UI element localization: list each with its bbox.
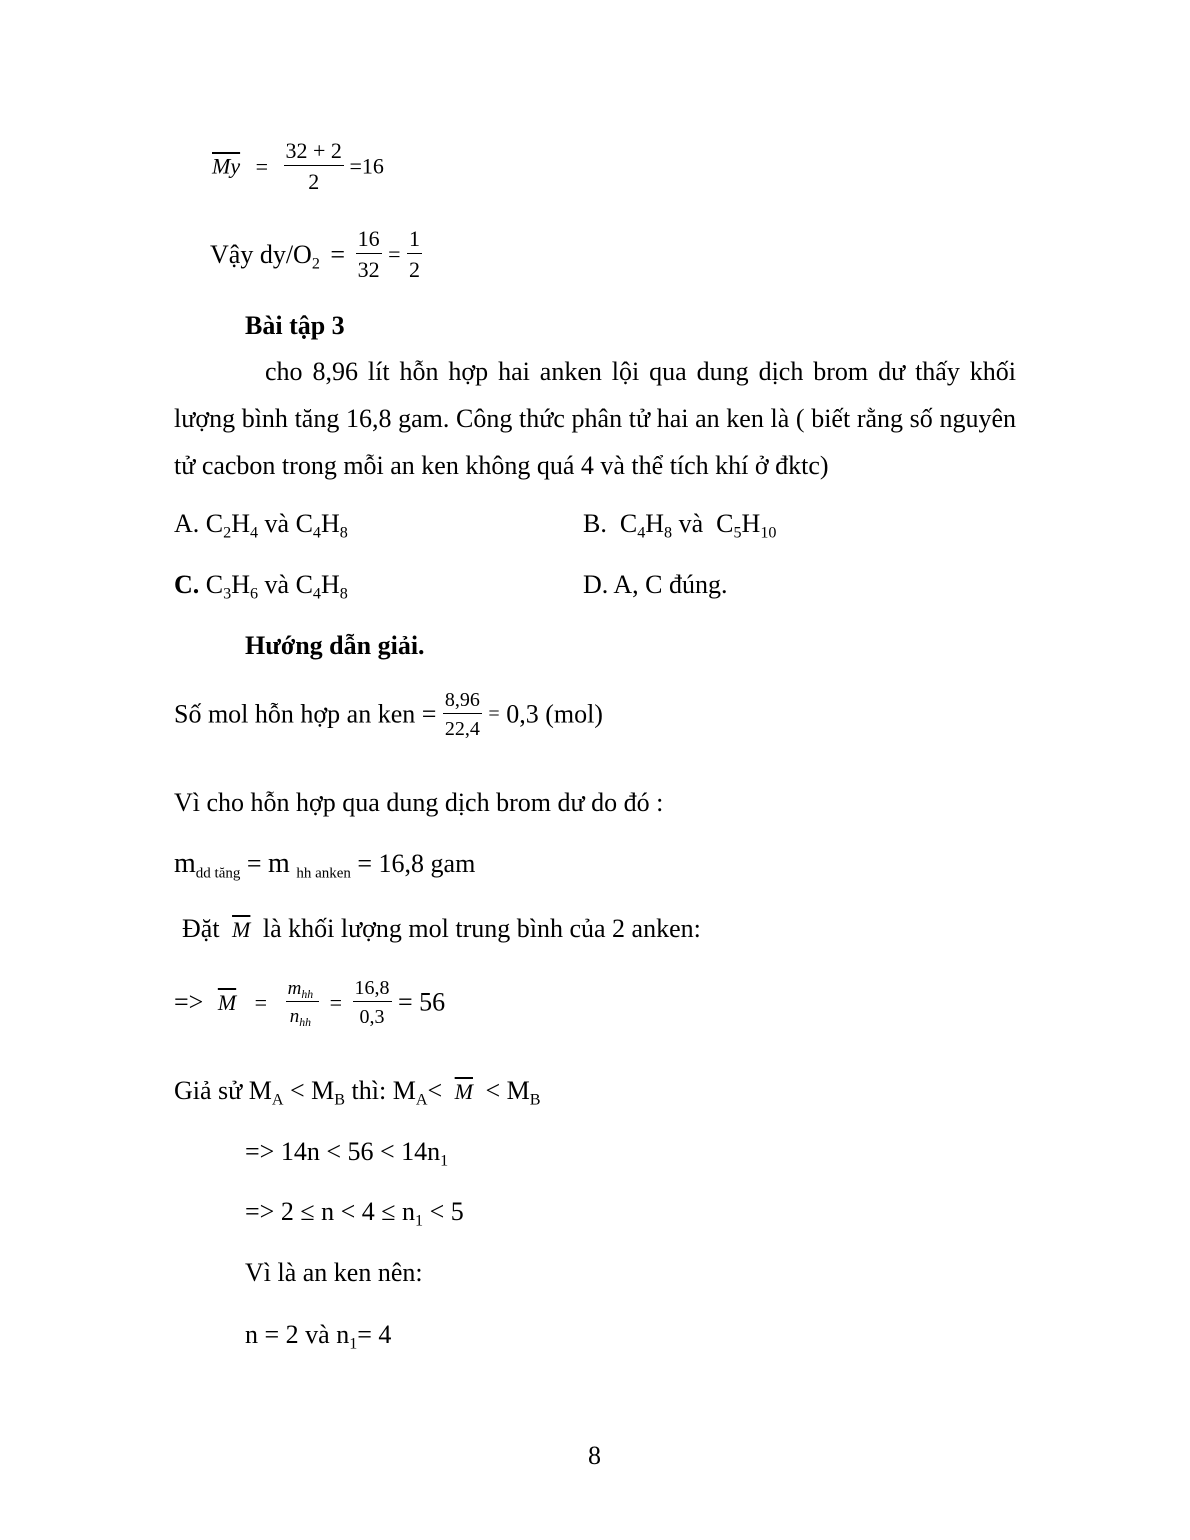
- ratio-equation: [210, 228, 422, 281]
- since-line: Vì là an ken nên:: [245, 1258, 423, 1287]
- final-answer-line: n = 2 và $n_1= 4$: [245, 1320, 392, 1353]
- m-bar-symbol: $\overline{M}$: [232, 917, 251, 942]
- page-number: 8: [588, 1441, 601, 1470]
- my-symbol: $\overline{My}$: [212, 153, 241, 179]
- suppose-line: Giả sử $M_A < M_B$ thì: $M_A< \overline{M} < M_B$: [174, 1076, 541, 1109]
- my-denominator: 2: [308, 169, 320, 194]
- define-m-line: Đặt $\overline{M}$ là khối lượng mol trung bình của 2 anken:: [182, 914, 701, 943]
- option-b: B. $C_4H_8$ và $C_5H_{10}$: [583, 509, 777, 542]
- inequality-2: => $2 \le n < 4 \le n_1 < 5$: [245, 1197, 464, 1230]
- option-c: C. $C_3H_6$ và $C_4H_8$: [174, 570, 348, 603]
- mass-line: $m_{dd tăng} = m$ $_{hh anken}$ = 16,8 gam: [174, 848, 476, 882]
- mass-over-mole-fraction: $\frac{m_{hh}}{n_{hh}}$: [286, 979, 320, 1026]
- option-d: D. A, C đúng.: [583, 570, 728, 599]
- value-fraction: $\frac{16,8}{0,3}$: [354, 977, 390, 1028]
- equals-sign: =: [255, 153, 269, 179]
- solution-heading: Hướng dẫn giải.: [245, 631, 425, 660]
- my-fraction: [284, 140, 344, 193]
- solution-line-2: Vì cho hỗn hợp qua dung dịch brom dư do đó :: [174, 788, 664, 817]
- mol-fraction: $\frac{8,96}{22,4}$: [444, 689, 480, 740]
- ratio-fraction-2: $\frac{1}{2}$: [408, 226, 420, 282]
- m-bar-equation: => $\overline{M}$ = $\frac{m_{hh}}{n_{hh}}$ = $\frac{16,8}{0,3}$ = 56: [174, 977, 446, 1030]
- equals-sign: =: [330, 239, 346, 269]
- mol-equation: Số mol hỗn hợp an ken = $\frac{8,96}{22,4}$ = 0,3 (mol): [174, 689, 603, 740]
- inequality-1: => $14n < 56 < 14n_1$: [245, 1137, 449, 1170]
- my-equation: [212, 140, 384, 193]
- ratio-fraction-1: $\frac{16}{32}$: [357, 226, 380, 282]
- my-result: 16: [361, 153, 384, 179]
- equals-sign: =: [388, 241, 401, 267]
- equals-sign: =: [349, 153, 362, 179]
- m-bar-symbol: $\overline{M}$: [217, 989, 237, 1015]
- my-numerator: 32 + 2: [284, 140, 344, 166]
- ratio-prefix: Vậy $dy/O_2$: [210, 239, 320, 273]
- m-bar-symbol: $\overline{M}$: [454, 1079, 473, 1104]
- exercise-text: cho 8,96 lít hỗn hợp hai anken lội qua dung dịch brom dư thấy khối lượng bình tăng 16,8 gam. Công thức phân tử hai an ken là ( biết rằng số nguyên tử cacbon trong mỗi an ken không quá 4 và thể tích khí ở đktc): [174, 357, 1016, 480]
- exercise-title: Bài tập 3: [245, 311, 345, 340]
- option-a: A. $C_2H_4$ và $C_4H_8$: [174, 509, 348, 542]
